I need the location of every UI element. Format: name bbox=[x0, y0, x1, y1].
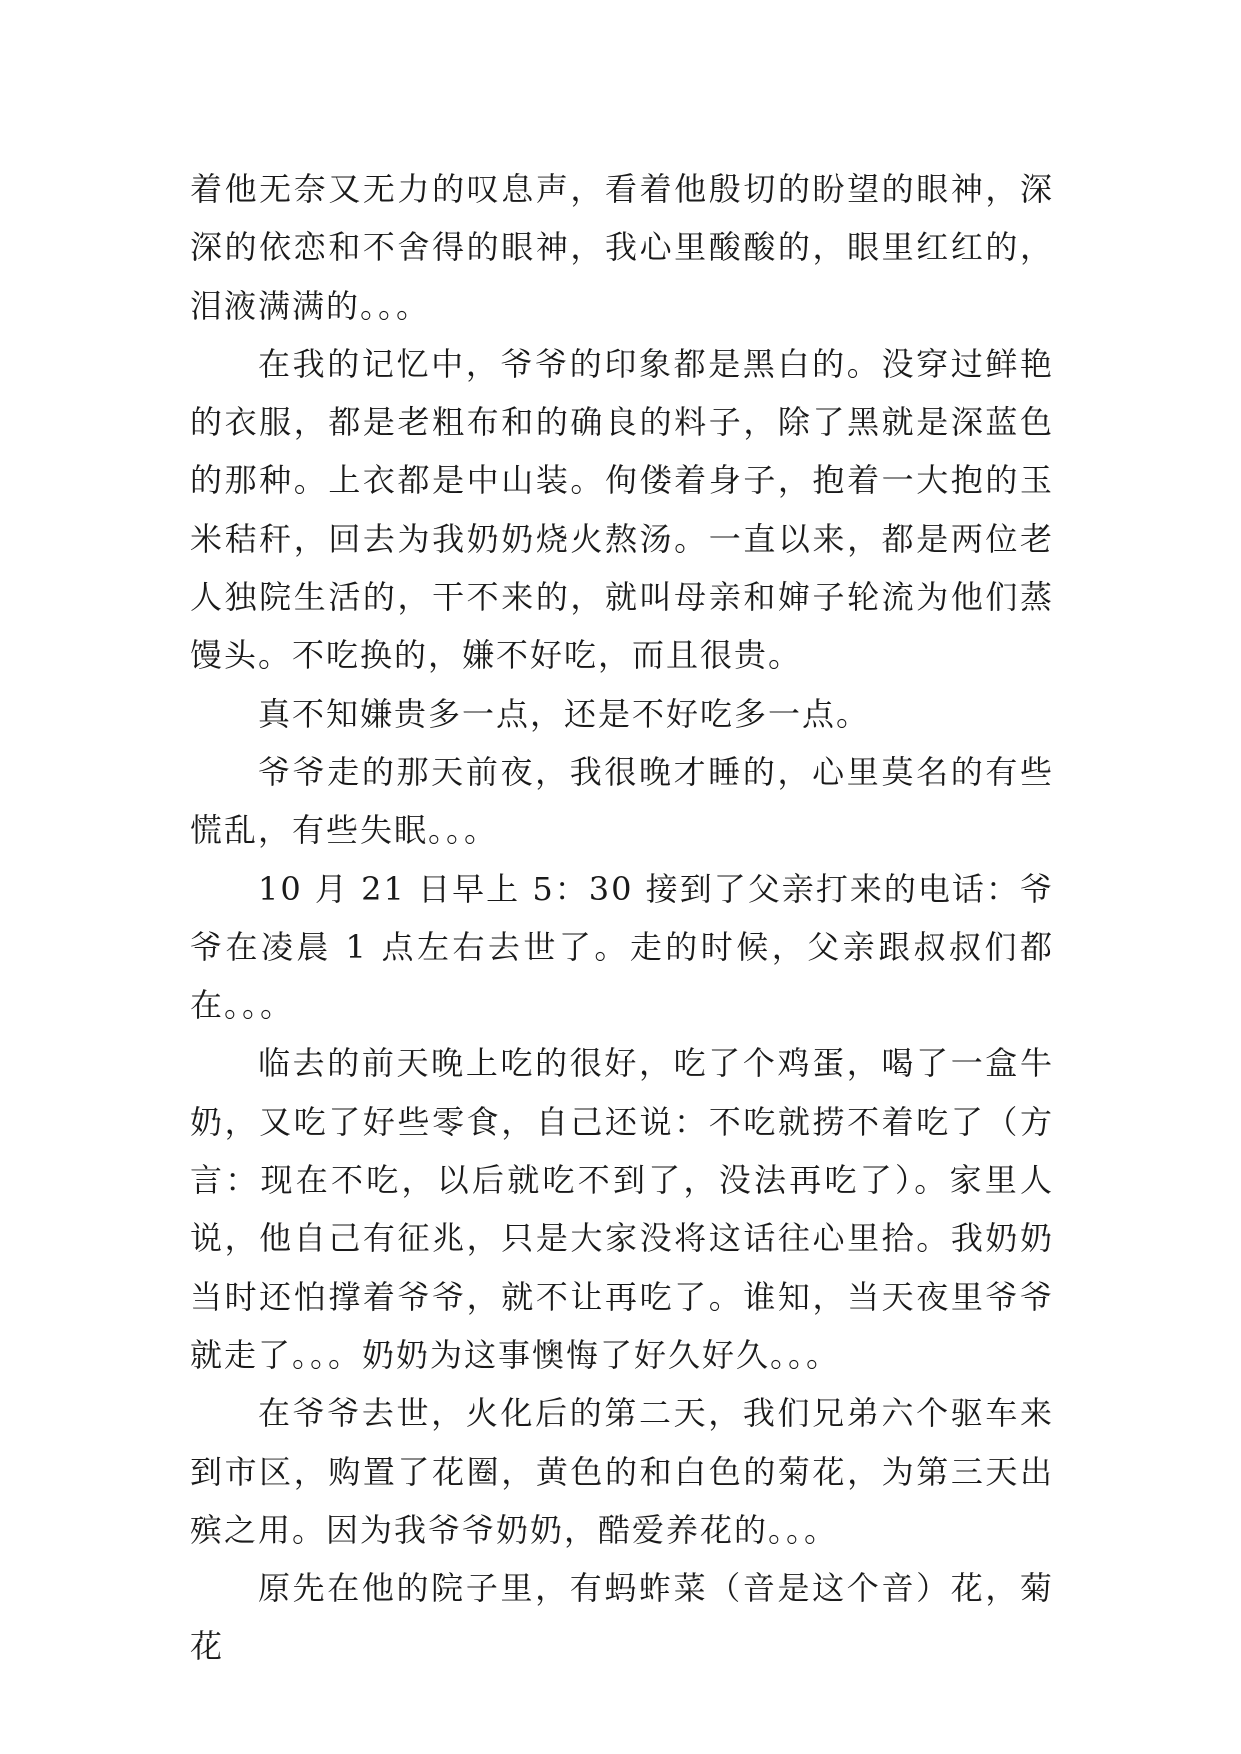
paragraph-5: 10 月 21 日早上 5：30 接到了父亲打来的电话：爷爷在凌晨 1 点左右去世了。走的时候，父亲跟叔叔们都在。。。 bbox=[190, 869, 1054, 1025]
paragraph-2: 在我的记忆中，爷爷的印象都是黑白的。没穿过鲜艳的衣服，都是老粗布和的确良的料子，除了黑就是深蓝色的那种。上衣都是中山装。佝偻着身子，抱着一大抱的玉米秸秆，回去为我奶奶烧火熬汤。一直以来，都是两位老人独院生活的，干不来的，就叫母亲和婶子轮流为他们蒸馒头。不吃换的，嫌不好吃，而且很贵。 bbox=[190, 344, 1054, 675]
paragraph-6: 临去的前天晚上吃的很好，吃了个鸡蛋，喝了一盒牛奶，又吃了好些零食，自己还说：不吃就捞不着吃了（方言：现在不吃，以后就吃不到了，没法再吃了）。家里人说，他自己有征兆，只是大家没将这话往心里拾。我奶奶当时还怕撑着爷爷，就不让再吃了。谁知，当天夜里爷爷就走了。。。奶奶为这事懊悔了好久好久。。。 bbox=[190, 1044, 1054, 1374]
body-text bbox=[190, 160, 1054, 1676]
paragraph-8: 原先在他的院子里，有蚂蚱菜（音是这个音）花，菊花 bbox=[190, 1569, 1054, 1666]
paragraph-7: 在爷爷去世，火化后的第二天，我们兄弟六个驱车来到市区，购置了花圈，黄色的和白色的菊花，为第三天出殡之用。因为我爷爷奶奶，酷爱养花的。。。 bbox=[190, 1394, 1054, 1549]
paragraph-3: 真不知嫌贵多一点，还是不好吃多一点。 bbox=[258, 694, 871, 733]
paragraph-1: 着他无奈又无力的叹息声，看着他殷切的盼望的眼神，深深的依恋和不舍得的眼神，我心里酸酸的，眼里红红的，泪液满满的。。。 bbox=[190, 170, 1054, 325]
paragraph-4: 爷爷走的那天前夜，我很晚才睡的，心里莫名的有些慌乱，有些失眠。。。 bbox=[190, 752, 1054, 850]
